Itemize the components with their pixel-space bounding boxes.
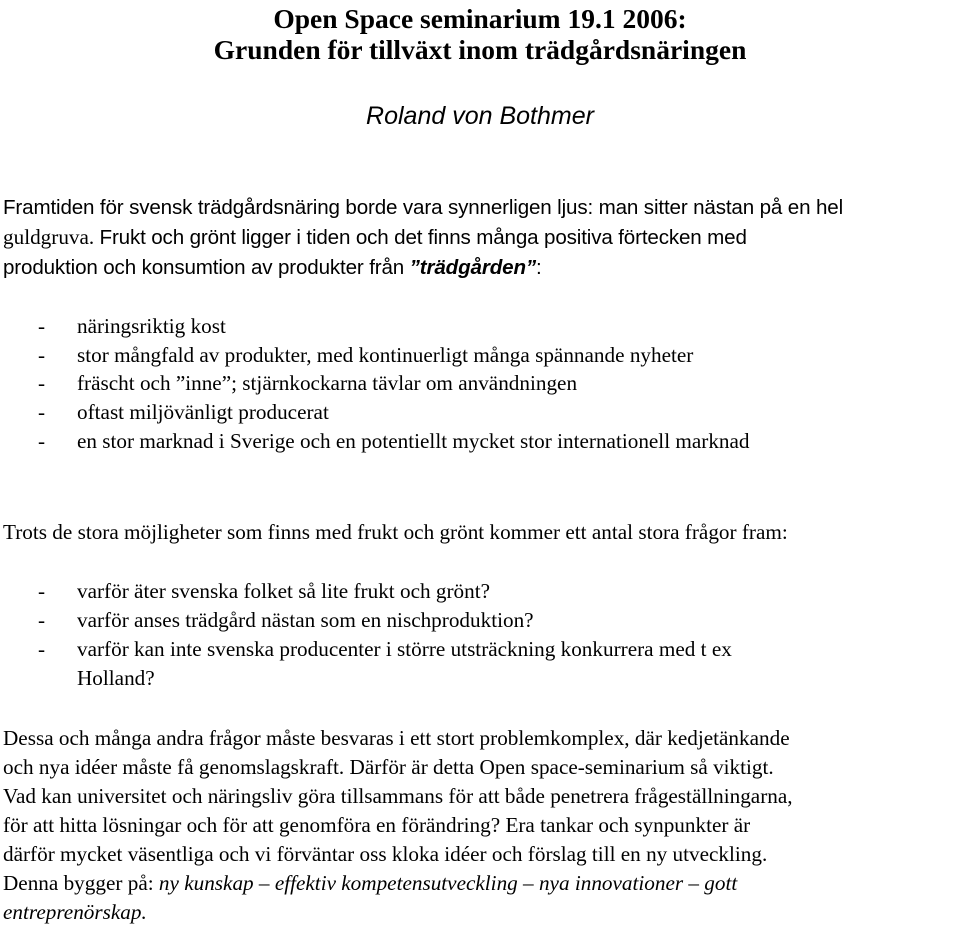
closing-line-last — [3, 869, 737, 898]
list-bullet: - — [38, 429, 46, 453]
intro-line-2-text: Frukt och grönt ligger i tiden och det finns många positiva förtecken med — [99, 226, 747, 249]
list-item: fräscht och ”inne”; stjärnkockarna tävlar om användningen — [77, 371, 578, 395]
author-name: Roland von Bothmer — [366, 102, 594, 130]
list-item: en stor marknad i Sverige och en potentiellt mycket stor internationell marknad — [77, 429, 750, 453]
closing-line: Dessa och många andra frågor måste besvaras i ett stort problemkomplex, där kedjetänkande — [3, 726, 790, 750]
intro-line-1: Framtiden för svensk trädgårdsnäring borde vara synnerligen ljus: man sitter nästan på en hel — [3, 196, 843, 219]
list-bullet: - — [38, 371, 46, 395]
list-item: varför anses trädgård nästan som en nischproduktion? — [77, 608, 534, 632]
list-bullet: - — [38, 343, 46, 367]
list-bullet: - — [38, 637, 46, 661]
list-bullet: - — [38, 314, 46, 338]
document-title-line-1: Open Space seminarium 19.1 2006: — [273, 3, 687, 34]
list-bullet: - — [38, 579, 46, 603]
list-item: varför kan inte svenska producenter i större utsträckning konkurrera med t ex — [77, 637, 732, 661]
list-item: näringsriktig kost — [77, 314, 226, 338]
closing-line: och nya idéer måste få genomslagskraft. Därför är detta Open space-seminarium så viktigt. — [3, 755, 774, 779]
list-item: stor mångfald av produkter, med kontinuerligt många spännande nyheter — [77, 343, 694, 367]
list-bullet: - — [38, 608, 46, 632]
closing-lead: Denna bygger på: — [3, 871, 159, 895]
intro-emphasis: ”trädgården” — [409, 256, 537, 279]
list-item: varför äter svenska folket så lite frukt och grönt? — [77, 579, 491, 603]
closing-line: Vad kan universitet och näringsliv göra tillsammans för att både penetrera frågeställningarna, — [3, 784, 793, 808]
document-title-line-2: Grunden för tillväxt inom trädgårdsnäringen — [213, 34, 747, 65]
closing-emphasis: ny kunskap – effektiv kompetensutveckling – nya innovationer – gott — [158, 871, 738, 895]
list-item: oftast miljövänligt producerat — [77, 400, 329, 424]
closing-line: därför mycket väsentliga och vi förväntar oss kloka idéer och förslag till en ny utveckling. — [3, 842, 768, 866]
closing-line: för att hitta lösningar och för att genomföra en förändring? Era tankar och synpunkter är — [3, 813, 751, 837]
list-bullet: - — [38, 400, 46, 424]
intro-line-3-end: : — [536, 256, 542, 279]
questions-intro: Trots de stora möjligheter som finns med frukt och grönt kommer ett antal stora frågor fram: — [3, 520, 788, 544]
intro-line-2 — [3, 223, 747, 254]
intro-line-3 — [3, 253, 542, 282]
intro-line-2-lead: guldgruva. — [3, 225, 100, 249]
closing-emphasis-continuation: entreprenörskap. — [3, 900, 147, 924]
list-item-continuation: Holland? — [77, 666, 155, 690]
intro-line-3-text: produktion och konsumtion av produkter från — [3, 256, 410, 279]
